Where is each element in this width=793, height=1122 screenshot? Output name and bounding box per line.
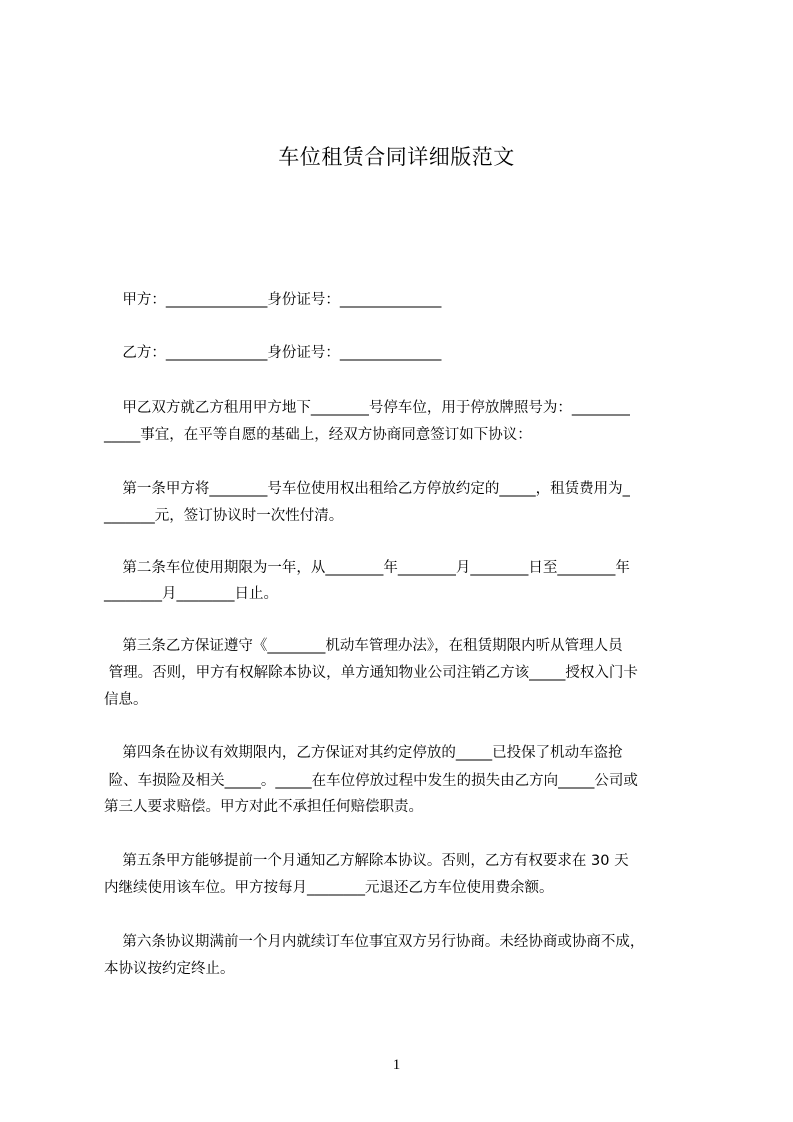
- article-5-line-2: 内继续使用该车位。甲方按每月________元退还乙方车位使用费余额。: [104, 880, 554, 896]
- article-4-line-3: 第三人要求赔偿。甲方对此不承担任何赔偿职责。: [104, 799, 423, 815]
- document-title: 车位租赁合同详细版范文: [278, 145, 515, 169]
- article-6-line-1: 第六条协议期满前一个月内就续订车位事宜双方另行协商。未经协商或协商不成，: [104, 934, 645, 950]
- intro-line-1: 甲乙双方就乙方租用甲方地下________号停车位，用于停放牌照号为：________: [104, 400, 630, 416]
- page-number: 1: [392, 1057, 401, 1073]
- article-3-line-3: 信息。: [104, 692, 148, 708]
- article-1-line-2: _______元，签订协议时一次性付清。: [104, 508, 344, 524]
- article-4-line-2: 险、车损险及相关_____。_____在车位停放过程中发生的损失由乙方向_____公司或: [104, 773, 638, 789]
- party-b-line: 乙方：______________身份证号：______________: [104, 345, 442, 361]
- article-6-line-2: 本协议按约定终止。: [104, 961, 235, 977]
- article-2-line-2: ________月________日止。: [104, 586, 278, 602]
- article-3-line-2: 管理。否则，甲方有权解除本协议，单方通知物业公司注销乙方该_____授权入门卡: [104, 665, 638, 681]
- intro-line-2: _____事宜，在平等自愿的基础上，经双方协商同意签订如下协议：: [104, 427, 532, 443]
- article-2-line-1: 第二条车位使用期限为一年，从________年________月________日至________年: [104, 560, 630, 576]
- article-4-line-1: 第四条在协议有效期限内，乙方保证对其约定停放的_____已投保了机动车盗抢: [104, 745, 623, 761]
- article-1-line-1: 第一条甲方将________号车位使用权出租给乙方停放约定的_____，租赁费用为_: [104, 481, 630, 497]
- article-3-line-1: 第三条乙方保证遵守《________机动车管理办法》，在租赁期限内听从管理人员: [104, 638, 623, 654]
- party-a-line: 甲方：______________身份证号：______________: [104, 292, 442, 308]
- article-5-line-1: 第五条甲方能够提前一个月通知乙方解除本协议。否则，乙方有权要求在 30 天: [104, 853, 629, 869]
